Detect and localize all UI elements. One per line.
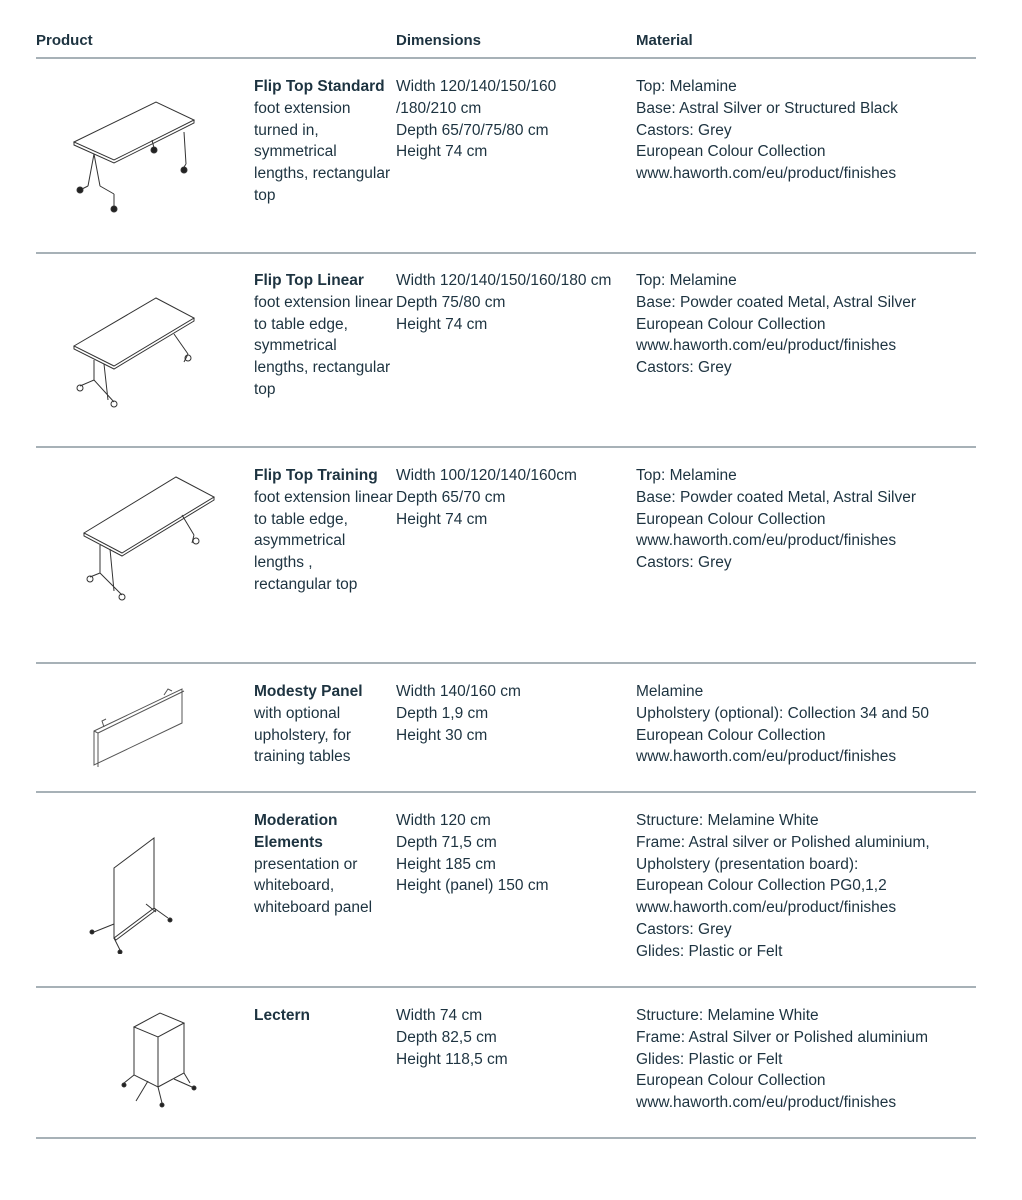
dimensions-cell: Width 120/140/150/160 /180/210 cm Depth 65/70/75/80 cm Height 74 cm	[396, 78, 557, 161]
moderation-element-board-icon	[64, 834, 234, 954]
product-name: Moderation Elements	[254, 812, 338, 851]
divider	[36, 662, 976, 664]
divider	[36, 446, 976, 448]
product-description: foot extension turned in, symmetrical lengths, rectangular top	[254, 99, 391, 204]
dimensions-cell: Width 74 cm Depth 82,5 cm Height 118,5 cm	[396, 1007, 508, 1068]
lectern-icon	[64, 1011, 234, 1111]
dimensions-cell: Width 120 cm Depth 71,5 cm Height 185 cm Height (panel) 150 cm	[396, 812, 549, 895]
material-cell: Top: Melamine Base: Powder coated Metal, Astral Silver European Colour Collection www.haworth.com/eu/product/finishes Castors: Grey	[636, 272, 916, 377]
modesty-panel-icon	[64, 685, 234, 775]
divider	[36, 252, 976, 254]
product-name: Flip Top Standard	[254, 78, 385, 95]
material-cell: Melamine Upholstery (optional): Collection 34 and 50 European Colour Collection www.haworth.com/eu/product/finishes	[636, 683, 929, 766]
divider	[36, 1137, 976, 1139]
product-description: foot extension linear to table edge, symmetrical lengths, rectangular top	[254, 293, 393, 398]
dimensions-cell: Width 100/120/140/160cm Depth 65/70 cm Height 74 cm	[396, 467, 577, 528]
material-cell: Structure: Melamine White Frame: Astral silver or Polished aluminium, Upholstery (presentation board): European Colour Collection PG0,1,2 www.haworth.com/eu/product/finishes Castors: Grey Glides: Plastic or Felt	[636, 812, 930, 960]
divider	[36, 57, 976, 59]
flip-top-linear-table-icon	[64, 290, 234, 415]
dimensions-cell: Width 140/160 cm Depth 1,9 cm Height 30 cm	[396, 683, 521, 744]
product-name: Flip Top Linear	[254, 272, 364, 289]
product-description: presentation or whiteboard, whiteboard panel	[254, 855, 373, 917]
product-name: Modesty Panel	[254, 683, 363, 700]
material-column-header: Material	[636, 32, 693, 49]
product-name: Flip Top Training	[254, 467, 378, 484]
divider	[36, 986, 976, 988]
flip-top-standard-table-icon	[64, 94, 234, 219]
product-description: foot extension linear to table edge, asymmetrical lengths , rectangular top	[254, 488, 393, 593]
product-name: Lectern	[254, 1007, 310, 1024]
material-cell: Top: Melamine Base: Powder coated Metal, Astral Silver European Colour Collection www.haworth.com/eu/product/finishes Castors: Grey	[636, 467, 916, 572]
dimensions-column-header: Dimensions	[396, 32, 482, 49]
table-header	[36, 32, 976, 52]
product-column-header: Product	[36, 32, 93, 49]
material-cell: Structure: Melamine White Frame: Astral Silver or Polished aluminium Glides: Plastic or Felt European Colour Collection www.haworth.com/eu/product/finishes	[636, 1007, 929, 1112]
material-cell: Top: Melamine Base: Astral Silver or Structured Black Castors: Grey European Colour Collection www.haworth.com/eu/product/finishes	[636, 78, 898, 183]
dimensions-cell: Width 120/140/150/160/180 cm Depth 75/80 cm Height 74 cm	[396, 272, 612, 333]
flip-top-training-table-icon	[64, 473, 234, 603]
product-description: with optional upholstery, for training tables	[254, 704, 352, 766]
divider	[36, 791, 976, 793]
